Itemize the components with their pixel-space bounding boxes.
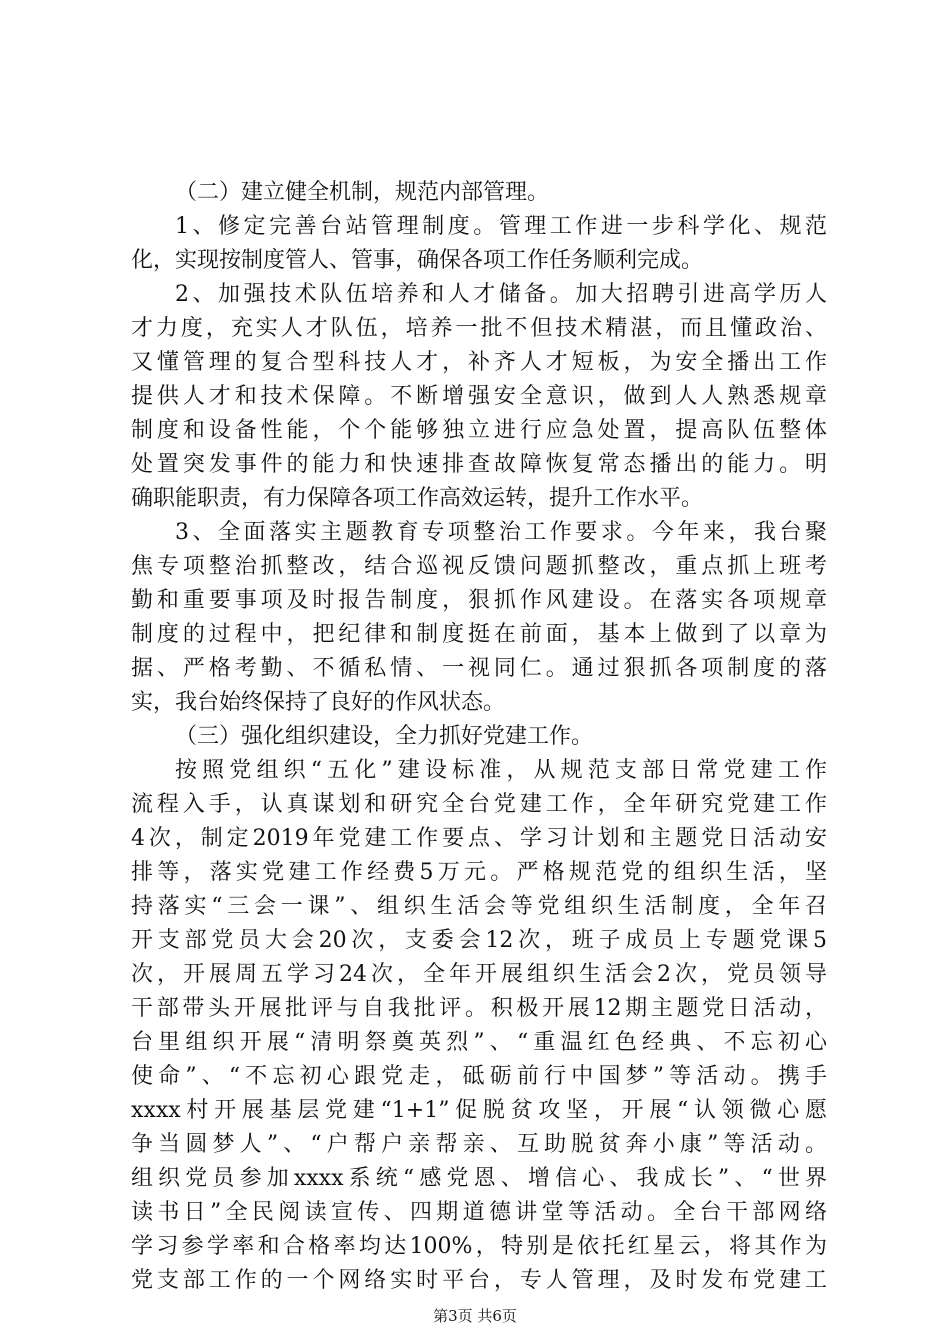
paragraph-line: 提供人才和技术保障。不断增强安全意识，做到人人熟悉规章 [131,384,827,409]
paragraph-line: 处置突发事件的能力和快速排查故障恢复常态播出的能力。明 [131,452,827,477]
paragraph-line: 开支部党员大会20次，支委会12次，班子成员上专题党课5 [131,928,827,953]
paragraph-line: 才力度，充实人才队伍，培养一批不但技术精湛，而且懂政治、 [131,316,827,341]
page-number-footer: 第3页 共6页 [433,1307,517,1325]
paragraph-line: 干部带头开展批评与自我批评。积极开展12期主题党日活动， [131,996,827,1021]
paragraph-line: xxxx村开展基层党建“1+1”促脱贫攻坚，开展“认领微心愿 [131,1098,827,1123]
paragraph-line: 读书日”全民阅读宣传、四期道德讲堂等活动。全台干部网络 [131,1200,827,1225]
paragraph-line: 制度和设备性能，个个能够独立进行应急处置，提高队伍整体 [131,418,827,443]
paragraph-line: 次，开展周五学习24次，全年开展组织生活会2次，党员领导 [131,962,827,987]
paragraph-line: 持落实“三会一课”、组织生活会等党组织生活制度，全年召 [131,894,827,919]
paragraph-line: 按照党组织“五化”建设标准，从规范支部日常党建工作 [175,758,827,783]
paragraph-line: 勤和重要事项及时报告制度，狠抓作风建设。在落实各项规章 [131,588,827,613]
paragraph-line: 实，我台始终保持了良好的作风状态。 [131,690,506,715]
section-heading: （二）建立健全机制，规范内部管理。 [175,180,550,205]
paragraph-line: 4次，制定2019年党建工作要点、学习计划和主题党日活动安 [131,826,827,851]
paragraph-line: 党支部工作的一个网络实时平台，专人管理，及时发布党建工 [131,1268,827,1293]
paragraph-line: 排等，落实党建工作经费5万元。严格规范党的组织生活，坚 [131,860,827,885]
paragraph-line: 3、全面落实主题教育专项整治工作要求。今年来，我台聚 [175,520,827,545]
paragraph-line: 化，实现按制度管人、管事，确保各项工作任务顺利完成。 [131,248,704,273]
paragraph-line: 流程入手，认真谋划和研究全台党建工作，全年研究党建工作 [131,792,827,817]
paragraph-line: 组织党员参加xxxx系统“感党恩、增信心、我成长”、“世界 [131,1166,827,1191]
paragraph-line: 确职能职责，有力保障各项工作高效运转，提升工作水平。 [131,486,704,511]
paragraph-line: 焦专项整治抓整改，结合巡视反馈问题抓整改，重点抓上班考 [131,554,827,579]
paragraph-line: 使命”、“不忘初心跟党走，砥砺前行中国梦”等活动。携手 [131,1064,827,1089]
paragraph-line: 又懂管理的复合型科技人才，补齐人才短板，为安全播出工作 [131,350,827,375]
paragraph-line: 学习参学率和合格率均达100%，特别是依托红星云，将其作为 [131,1234,827,1259]
paragraph-line: 台里组织开展“清明祭奠英烈”、“重温红色经典、不忘初心 [131,1030,827,1055]
section-heading: （三）强化组织建设，全力抓好党建工作。 [175,724,594,749]
paragraph-line: 制度的过程中，把纪律和制度挺在前面，基本上做到了以章为 [131,622,827,647]
paragraph-line: 1、修定完善台站管理制度。管理工作进一步科学化、规范 [175,214,827,239]
paragraph-line: 据、严格考勤、不循私情、一视同仁。通过狠抓各项制度的落 [131,656,827,681]
paragraph-line: 争当圆梦人”、“户帮户亲帮亲、互助脱贫奔小康”等活动。 [131,1132,827,1157]
paragraph-line: 2、加强技术队伍培养和人才储备。加大招聘引进高学历人 [175,282,827,307]
